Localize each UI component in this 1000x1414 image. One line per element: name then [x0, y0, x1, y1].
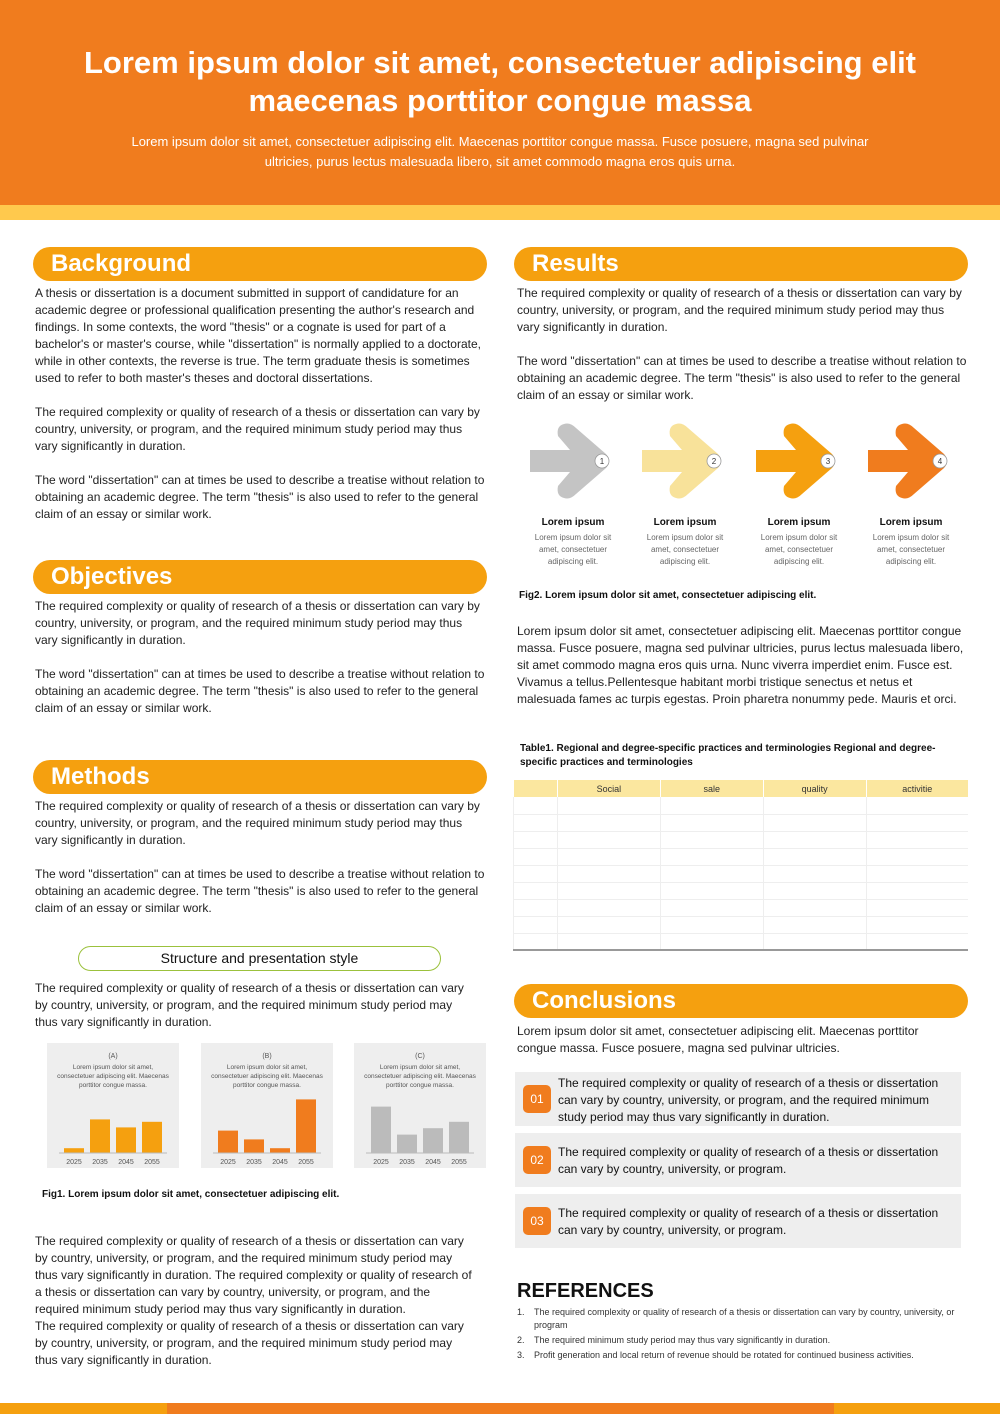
table-cell [866, 882, 968, 899]
methods-heading: Methods [33, 760, 487, 794]
chart-tick-label: 2025 [373, 1159, 389, 1166]
chart-tick-label: 2025 [66, 1159, 82, 1166]
reference-number: 1. [517, 1307, 525, 1317]
table-cell [763, 848, 866, 865]
objectives-heading: Objectives [33, 560, 487, 594]
results-heading: Results [514, 247, 968, 281]
chart-a-subtitle: Lorem ipsum dolor sit amet, consectetuer adipiscing elit. Maecenas porttitor congue massa. [57, 1064, 169, 1089]
table-cell [557, 899, 660, 916]
table-cell [660, 899, 763, 916]
table-cell [557, 916, 660, 933]
chart-a [47, 1043, 179, 1168]
table-row [514, 899, 969, 916]
conclusions-heading: Conclusions [514, 984, 968, 1018]
chart-b-subtitle: Lorem ipsum dolor sit amet, consectetuer adipiscing elit. Maecenas porttitor congue massa. [211, 1064, 323, 1089]
table-cell [514, 899, 558, 916]
table-cell [660, 797, 763, 814]
table-cell [866, 814, 968, 831]
arrow-icon [530, 420, 620, 510]
chart-b-plot [201, 1043, 333, 1168]
fig2-caption: Fig2. Lorem ipsum dolor sit amet, consectetuer adipiscing elit. [519, 590, 817, 601]
background-paragraph-1: A thesis or dissertation is a document submitted in support of candidature for an academic degree or professional qualification presenting the author's research and findings. In some contexts, the word "thesis" or a cognate is used for part of a bachelor's or master's course, while "dissertation" is normally applied to a doctorate, while in other contexts, the reverse is true. The term graduate thesis is sometimes used to refer to both master's theses and doctoral dissertations. [35, 286, 481, 385]
table-row [514, 848, 969, 865]
table-row [514, 882, 969, 899]
structure-label: Structure and presentation style [78, 946, 441, 971]
table-header-sale: sale [660, 780, 763, 797]
table-cell [557, 814, 660, 831]
conclusion-text: The required complexity or quality of research of a thesis or dissertation can vary by country, university, or program. [558, 1206, 939, 1237]
chart-tick-label: 2045 [118, 1159, 134, 1166]
chart-tick-label: 2035 [92, 1159, 108, 1166]
table-row [514, 865, 969, 882]
background-paragraph-3: The word "dissertation" can at times be used to describe a treatise without relation to obtaining an academic degree. The term "thesis" is also used to refer to the general claim of an essay or similar work. [35, 473, 485, 521]
step-description: Lorem ipsum dolor sit amet, consectetuer adipiscing elit. [872, 533, 950, 566]
conclusion-item-3 [515, 1194, 961, 1248]
table-header-activitie: activitie [866, 780, 968, 797]
table-cell [763, 831, 866, 848]
poster-subtitle: Lorem ipsum dolor sit amet, consectetuer adipiscing elit. Maecenas porttitor congue massa. Fusce posuere, magna sed pulvinar ultricies, purus lectus malesuada libero, sit amet commodo magna eros quis urna. [131, 134, 869, 169]
conclusion-text: The required complexity or quality of research of a thesis or dissertation can vary by country, university, or program, and the required minimum study period may thus vary significantly in duration. [558, 1076, 939, 1124]
reference-text: The required complexity or quality of research of a thesis or dissertation can vary by country, university, or program [534, 1307, 955, 1330]
chart-bar [64, 1148, 84, 1153]
chart-c-title: (C) [415, 1053, 425, 1060]
reference-text: Profit generation and local return of revenue should be rotated for continued business activities. [534, 1350, 914, 1360]
methods-paragraph-2: The word "dissertation" can at times be used to describe a treatise without relation to obtaining an academic degree. The term "thesis" is also used to refer to the general claim of an essay or similar work. [35, 867, 485, 915]
table-cell [660, 933, 763, 950]
objectives-body [35, 598, 485, 717]
methods-paragraph-1: The required complexity or quality of research of a thesis or dissertation can vary by country, university, or program, and the required minimum study period may thus vary significantly in duration. [35, 799, 480, 847]
background-body [35, 285, 485, 523]
conclusion-item-1 [515, 1072, 961, 1126]
svg-text:2: 2 [711, 457, 717, 466]
table-row [514, 916, 969, 933]
chart-tick-label: 2055 [298, 1159, 314, 1166]
table-cell [514, 882, 558, 899]
table-cell [557, 882, 660, 899]
chart-c-subtitle: Lorem ipsum dolor sit amet, consectetuer adipiscing elit. Maecenas porttitor congue massa. [364, 1064, 476, 1089]
chart-bar [90, 1119, 110, 1153]
svg-text:1: 1 [599, 457, 605, 466]
chart-bar [371, 1107, 391, 1153]
chart-tick-label: 2055 [451, 1159, 467, 1166]
conclusion-text: The required complexity or quality of research of a thesis or dissertation can vary by country, university, or program. [558, 1145, 939, 1176]
table-header-quality: quality [763, 780, 866, 797]
chart-bar [397, 1135, 417, 1153]
table-cell [866, 797, 968, 814]
conclusion-number-badge: 02 [523, 1146, 551, 1174]
table-cell [557, 865, 660, 882]
table-row [514, 831, 969, 848]
step-description: Lorem ipsum dolor sit amet, consectetuer adipiscing elit. [760, 533, 838, 566]
chart-tick-label: 2035 [246, 1159, 262, 1166]
conclusion-number-badge: 03 [523, 1207, 551, 1235]
chart-bar [449, 1122, 469, 1153]
table-cell [557, 831, 660, 848]
table-title: Table1. Regional and degree-specific practices and terminologies Regional and degree-specific practices and terminologies [520, 743, 936, 768]
table-cell [866, 899, 968, 916]
table-cell [514, 933, 558, 950]
table-cell [866, 848, 968, 865]
table-cell [514, 797, 558, 814]
step-description: Lorem ipsum dolor sit amet, consectetuer adipiscing elit. [534, 533, 612, 566]
step-description: Lorem ipsum dolor sit amet, consectetuer adipiscing elit. [646, 533, 724, 566]
table-cell [557, 797, 660, 814]
table-cell [660, 916, 763, 933]
table-cell [660, 865, 763, 882]
table-cell [514, 865, 558, 882]
chart-tick-label: 2045 [272, 1159, 288, 1166]
objectives-paragraph-2: The word "dissertation" can at times be used to describe a treatise without relation to obtaining an academic degree. The term "thesis" is also used to refer to the general claim of an essay or similar work. [35, 667, 485, 715]
methods-paragraph-3: The required complexity or quality of research of a thesis or dissertation can vary by country, university, or program, and the required minimum study period may thus vary significantly in duration. [35, 981, 464, 1029]
table-cell [660, 848, 763, 865]
results-body [517, 285, 967, 404]
reference-item [517, 1334, 962, 1347]
table-row [514, 797, 969, 814]
table-cell [514, 916, 558, 933]
table-cell [514, 831, 558, 848]
chart-bar [296, 1099, 316, 1153]
methods-body [35, 798, 485, 917]
table-cell [866, 916, 968, 933]
step-title: Lorem ipsum [541, 517, 605, 528]
reference-number: 2. [517, 1335, 525, 1345]
table-row [514, 933, 969, 950]
step-arrow-1 [530, 420, 620, 510]
reference-text: The required minimum study period may thus vary significantly in duration. [534, 1335, 831, 1345]
conclusion-number-badge: 01 [523, 1085, 551, 1113]
arrow-icon [756, 420, 846, 510]
conclusion-item-2 [515, 1133, 961, 1187]
step-title: Lorem ipsum [767, 517, 831, 528]
table-header-row [514, 780, 969, 797]
table-cell [763, 916, 866, 933]
chart-bar [270, 1148, 290, 1153]
poster-title: Lorem ipsum dolor sit amet, consectetuer adipiscing elit maecenas porttitor congue massa [83, 45, 917, 118]
chart-bar [244, 1139, 264, 1153]
table-cell [514, 814, 558, 831]
table-cell [660, 882, 763, 899]
table-cell [763, 933, 866, 950]
table-cell [866, 933, 968, 950]
table-cell [866, 831, 968, 848]
chart-b [201, 1043, 333, 1168]
table-cell [514, 848, 558, 865]
background-paragraph-2: The required complexity or quality of research of a thesis or dissertation can vary by country, university, or program, and the required minimum study period may thus vary significantly in duration. [35, 405, 480, 453]
conclusions-paragraph: Lorem ipsum dolor sit amet, consectetuer adipiscing elit. Maecenas porttitor congue massa. Fusce posuere, magna sed pulvinar ultricies. [517, 1024, 919, 1055]
arrow-icon [868, 420, 958, 510]
references-heading: REFERENCES [517, 1280, 654, 1302]
table-cell [866, 865, 968, 882]
results-paragraph-3: Lorem ipsum dolor sit amet, consectetuer adipiscing elit. Maecenas porttitor congue massa. Fusce posuere, magna sed pulvinar ultricies, purus lectus malesuada libero, sit amet commodo magna eros quis urna. Nunc viverra imperdiet enim. Fusce est. Vivamus a tellus.Pellentesque habitant morbi tristique senectus et netus et malesuada fames ac turpis egestas. Proin pharetra nonummy pede. Mauris et orci. [517, 624, 964, 706]
svg-text:4: 4 [937, 457, 943, 466]
table-cell [660, 814, 763, 831]
step-title: Lorem ipsum [653, 517, 717, 528]
results-table [513, 780, 968, 951]
footer-bar-middle [167, 1403, 834, 1414]
step-arrow-2 [642, 420, 732, 510]
chart-a-plot [47, 1043, 179, 1168]
chart-bar [218, 1131, 238, 1153]
chart-a-title: (A) [108, 1053, 118, 1060]
table-cell [763, 882, 866, 899]
step-title: Lorem ipsum [879, 517, 943, 528]
header-accent-strip [0, 205, 1000, 220]
results-paragraph-2: The word "dissertation" can at times be used to describe a treatise without relation to obtaining an academic degree. The term "thesis" is also used to refer to the general claim of an essay or similar work. [517, 354, 967, 402]
chart-tick-label: 2025 [220, 1159, 236, 1166]
chart-c [354, 1043, 486, 1168]
table-cell [660, 831, 763, 848]
chart-bar [142, 1122, 162, 1153]
footer-bar-left [0, 1403, 167, 1414]
table-cell [557, 848, 660, 865]
chart-tick-label: 2035 [399, 1159, 415, 1166]
chart-bar [423, 1128, 443, 1153]
chart-bar [116, 1127, 136, 1153]
chart-c-plot [354, 1043, 486, 1168]
table-cell [763, 797, 866, 814]
references-list [517, 1306, 962, 1364]
table-header-social: Social [557, 780, 660, 797]
reference-item [517, 1306, 962, 1332]
background-heading: Background [33, 247, 487, 281]
results-paragraph-1: The required complexity or quality of research of a thesis or dissertation can vary by country, university, or program, and the required minimum study period may thus vary significantly in duration. [517, 286, 962, 334]
table-cell [557, 933, 660, 950]
table-cell [763, 899, 866, 916]
table-cell [763, 814, 866, 831]
table-cell [763, 865, 866, 882]
chart-b-title: (B) [262, 1053, 272, 1060]
methods-paragraph-4: The required complexity or quality of research of a thesis or dissertation can vary by country, university, or program, and the required minimum study period may thus vary significantly in duration. The required complexity or quality of research of a thesis or dissertation can vary by country, university, or program, and the required minimum study period may thus vary significantly in duration. [35, 1234, 472, 1316]
svg-text:3: 3 [825, 457, 831, 466]
step-arrow-3 [756, 420, 846, 510]
table-header-blank [514, 780, 558, 797]
chart-tick-label: 2045 [425, 1159, 441, 1166]
methods-paragraph-5: The required complexity or quality of research of a thesis or dissertation can vary by country, university, or program, and the required minimum study period may thus vary significantly in duration. [35, 1319, 464, 1367]
table-row [514, 814, 969, 831]
chart-tick-label: 2055 [144, 1159, 160, 1166]
arrow-icon [642, 420, 732, 510]
fig1-caption: Fig1. Lorem ipsum dolor sit amet, consectetuer adipiscing elit. [42, 1189, 340, 1200]
reference-item [517, 1349, 962, 1362]
reference-number: 3. [517, 1350, 525, 1360]
step-arrow-4 [868, 420, 958, 510]
footer-bar-right [834, 1403, 1000, 1414]
objectives-paragraph-1: The required complexity or quality of research of a thesis or dissertation can vary by country, university, or program, and the required minimum study period may thus vary significantly in duration. [35, 599, 480, 647]
